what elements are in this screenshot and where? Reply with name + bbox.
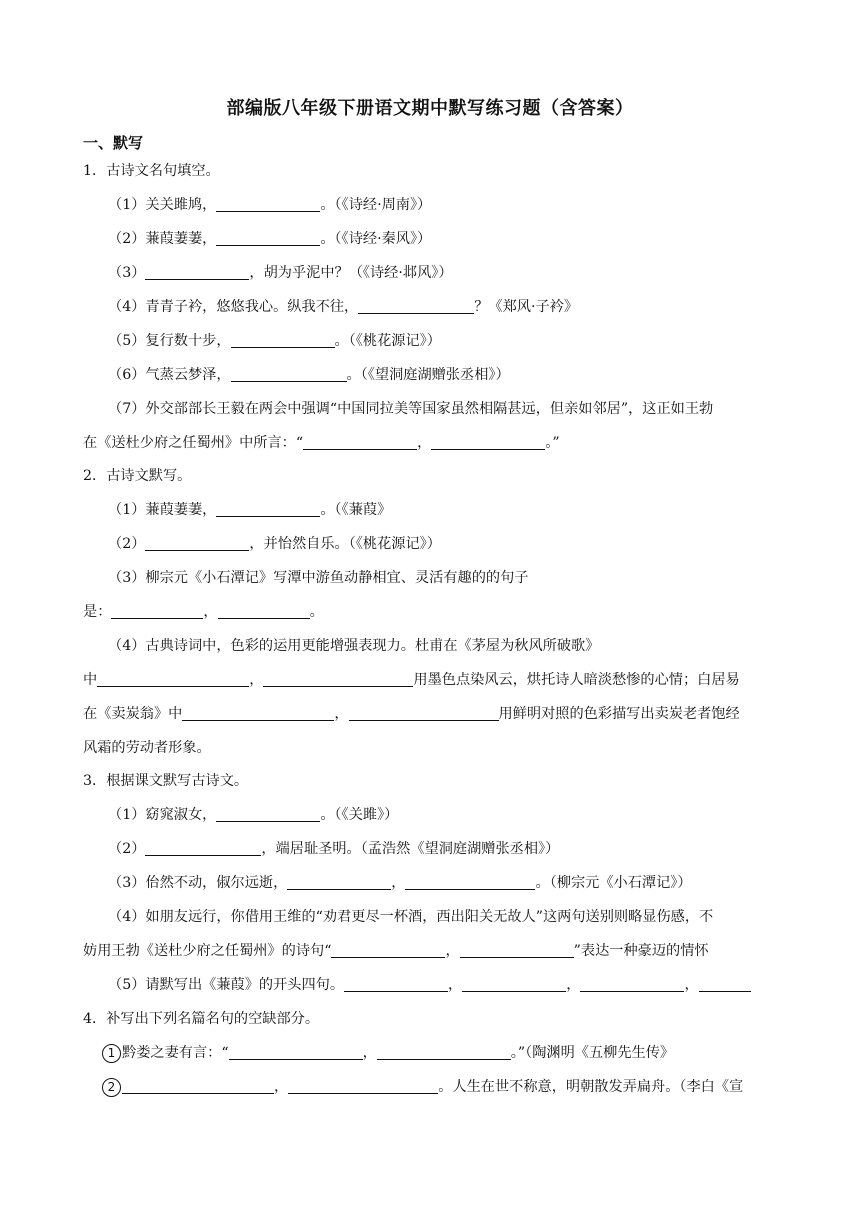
q1-item-3: （3） ，胡为乎泥中？（《诗经·邶风》） bbox=[108, 265, 453, 281]
q2-item-4: （4）古典诗词中，色彩的运用更能增强表现力。杜甫在《茅屋为秋风所破歌》 bbox=[108, 638, 600, 654]
answer-blank[interactable] bbox=[303, 434, 417, 450]
answer-blank[interactable] bbox=[97, 671, 249, 687]
answer-blank[interactable] bbox=[231, 366, 347, 382]
answer-blank[interactable] bbox=[287, 874, 391, 890]
answer-blank[interactable] bbox=[216, 230, 320, 246]
answer-blank[interactable] bbox=[349, 705, 499, 721]
answer-blank[interactable] bbox=[111, 603, 203, 619]
answer-blank[interactable] bbox=[288, 1078, 438, 1094]
answer-blank[interactable] bbox=[263, 671, 413, 687]
answer-blank[interactable] bbox=[699, 976, 751, 992]
answer-blank[interactable] bbox=[358, 298, 474, 314]
q2-item-2: （2） ，并怡然自乐。（《桃花源记》） bbox=[108, 536, 441, 552]
answer-blank[interactable] bbox=[218, 603, 310, 619]
answer-blank[interactable] bbox=[216, 806, 320, 822]
q1-item-4: （4）青青子衿，悠悠我心。纵我不往， ？《郑风·子衿》 bbox=[108, 299, 579, 315]
answer-blank[interactable] bbox=[122, 1078, 274, 1094]
answer-blank[interactable] bbox=[405, 874, 535, 890]
question-3-label: 3．根据课文默写古诗文。 bbox=[83, 773, 249, 789]
section-heading: 一、默写 bbox=[83, 134, 144, 152]
answer-blank[interactable] bbox=[462, 976, 566, 992]
answer-blank[interactable] bbox=[216, 501, 320, 517]
q2-item-3: （3）柳宗元《小石潭记》写潭中游鱼动静相宜、灵活有趣的的句子 bbox=[108, 570, 529, 586]
q1-item-6: （6）气蒸云梦泽， 。（《望洞庭湖赠张丞相》） bbox=[108, 367, 510, 383]
q1-item-2: （2）蒹葭萋萋， 。（《诗经·秦风》） bbox=[108, 231, 432, 247]
answer-blank[interactable] bbox=[229, 1044, 363, 1060]
question-4-label: 4．补写出下列名篇名句的空缺部分。 bbox=[83, 1011, 320, 1027]
q1-item-7-cont: 在《送杜少府之任蜀州》中所言：“ ， 。” bbox=[83, 435, 560, 451]
answer-blank[interactable] bbox=[231, 332, 335, 348]
answer-blank[interactable] bbox=[431, 434, 545, 450]
page-title: 部编版八年级下册语文期中默写练习题（含答案） bbox=[226, 98, 634, 119]
q1-item-1: （1）关关雎鸠， 。（《诗经·周南》） bbox=[108, 197, 432, 213]
circled-number: 1 bbox=[102, 1044, 121, 1063]
question-2-label: 2．古诗文默写。 bbox=[83, 468, 192, 484]
q3-item-4-cont: 妨用王勃《送杜少府之任蜀州》的诗句“ ， ”表达一种豪迈的情怀 bbox=[83, 943, 709, 959]
q3-item-3: （3）佁然不动，俶尔远逝， ， 。（柳宗元《小石潭记》） bbox=[108, 875, 692, 891]
answer-blank[interactable] bbox=[580, 976, 684, 992]
circled-number: 2 bbox=[102, 1078, 121, 1097]
q2-item-4-cont3: 风霜的劳动者形象。 bbox=[83, 740, 211, 756]
answer-blank[interactable] bbox=[145, 840, 261, 856]
answer-blank[interactable] bbox=[460, 942, 574, 958]
q2-item-4-cont2: 在《卖炭翁》中 ， 用鲜明对照的色彩描写出卖炭老者饱经 bbox=[83, 706, 740, 722]
q3-item-4: （4）如朋友远行，你借用王维的“劝君更尽一杯酒，西出阳关无故人”这两句送别则略显伤感，不 bbox=[108, 909, 714, 925]
answer-blank[interactable] bbox=[145, 535, 249, 551]
answer-blank[interactable] bbox=[377, 1044, 511, 1060]
q2-item-3-cont: 是： ， 。 bbox=[83, 604, 324, 620]
answer-blank[interactable] bbox=[145, 264, 249, 280]
answer-blank[interactable] bbox=[216, 196, 320, 212]
answer-blank[interactable] bbox=[182, 705, 334, 721]
q3-item-5: （5）请默写出《蒹葭》的开头四句。 ， ， ， bbox=[108, 975, 808, 995]
q2-item-1: （1）蒹葭萋萋， 。（《蒹葭》 bbox=[108, 502, 392, 518]
q2-item-4-cont: 中 ， 用墨色点染风云，烘托诗人暗淡愁惨的心情；白居易 bbox=[83, 672, 740, 688]
q3-item-2: （2） ，端居耻圣明。（孟浩然《望洞庭湖赠张丞相》） bbox=[108, 841, 560, 857]
q1-item-7: （7）外交部部长王毅在两会中强调“中国同拉美等国家虽然相隔甚远，但亲如邻居”，这正如王勃 bbox=[108, 401, 714, 417]
q4-item-1: 1 黔娄之妻有言：“ ， 。”（陶渊明《五柳先生传》 bbox=[102, 1043, 802, 1063]
answer-blank[interactable] bbox=[331, 942, 445, 958]
answer-blank[interactable] bbox=[344, 976, 448, 992]
q4-item-2: 2 ， 。人生在世不称意，明朝散发弄扁舟。（李白《宣 bbox=[102, 1077, 802, 1097]
q1-item-5: （5）复行数十步， 。（《桃花源记》） bbox=[108, 333, 441, 349]
q3-item-1: （1）窈窕淑女， 。（《关雎》） bbox=[108, 807, 399, 823]
question-1-label: 1．古诗文名句填空。 bbox=[83, 163, 220, 179]
